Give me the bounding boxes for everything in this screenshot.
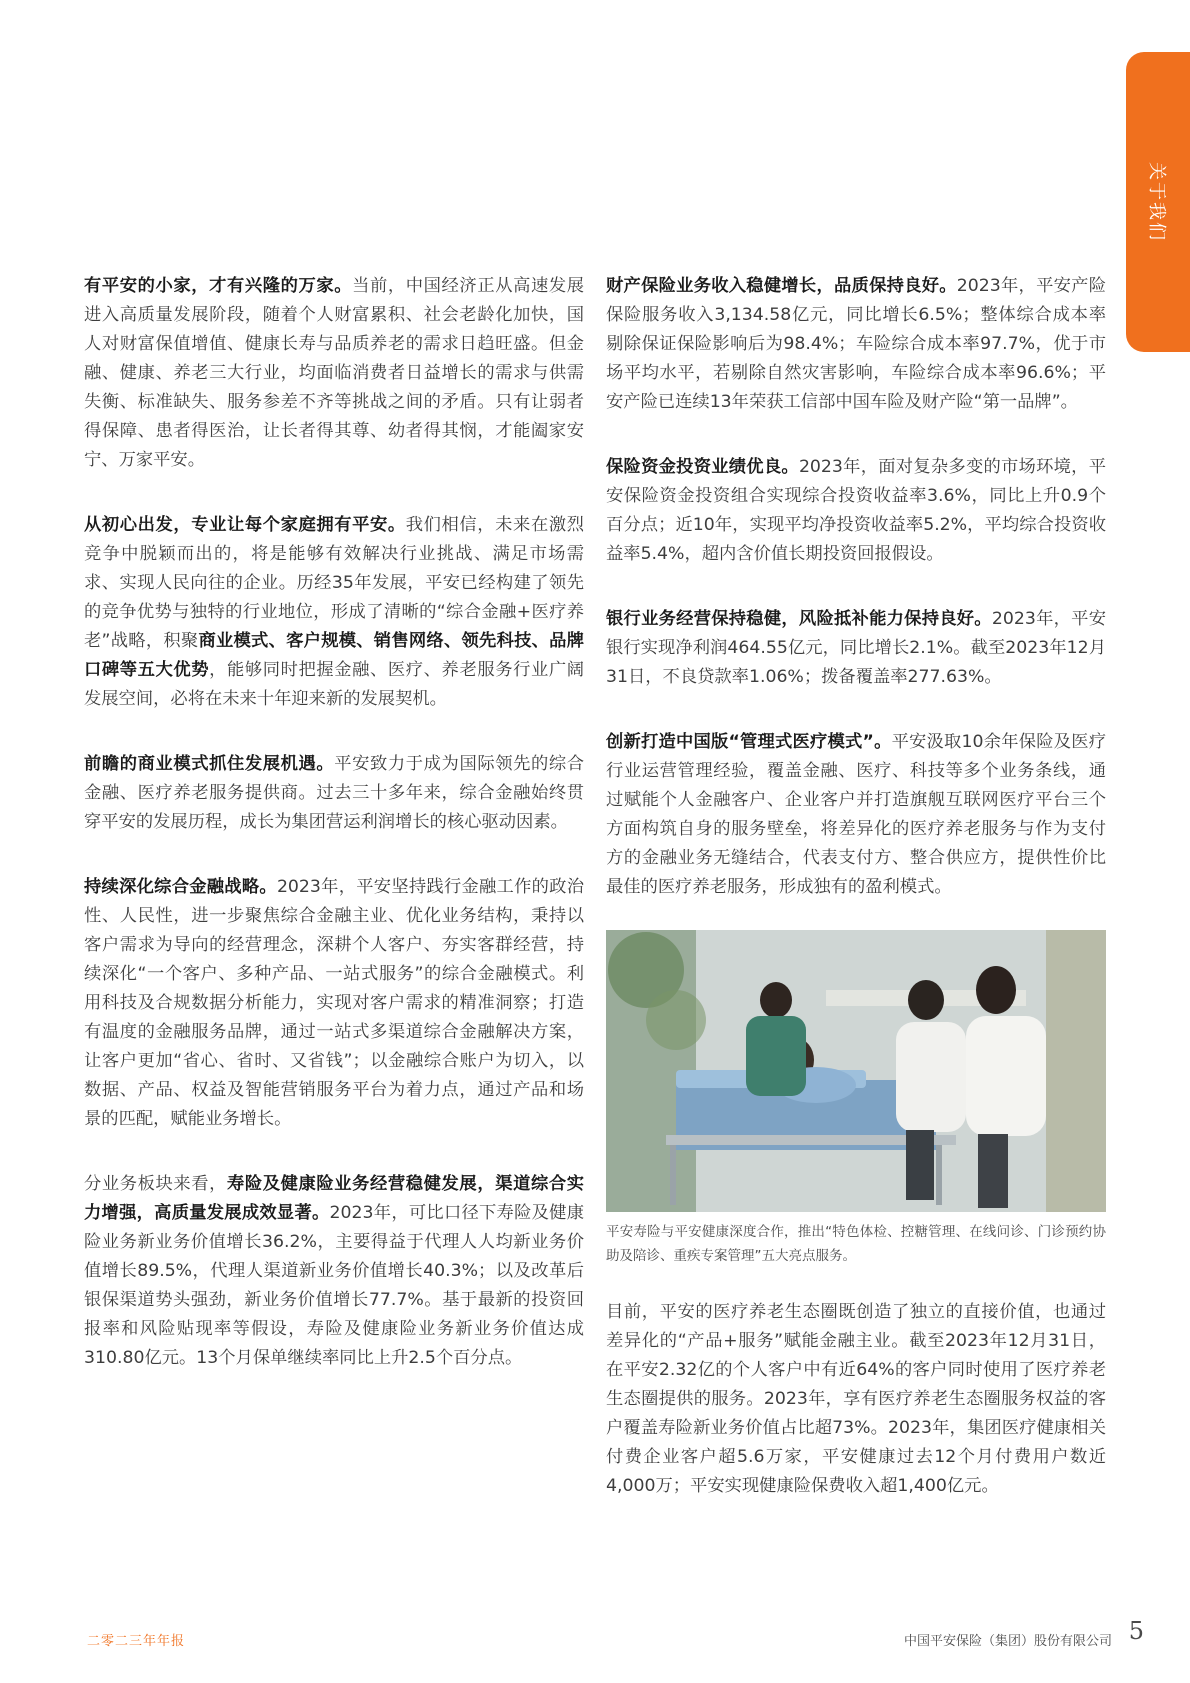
paragraph-body: 2023年，平安银行实现净利润464.55亿元，同比增长2.1%。截至2023年12月31日，不良贷款率1.06%；拨备覆盖率277.63%。 bbox=[606, 609, 1106, 687]
paragraph-body: ，能够同时把握金融、医疗、养老服务行业广阔发展空间，必将在未来十年迎来新的发展契机。 bbox=[84, 660, 584, 709]
paragraph-business-model bbox=[84, 750, 584, 837]
footer-company-name: 中国平安保险（集团）股份有限公司 bbox=[903, 1634, 1112, 1649]
paragraph-property-insurance bbox=[606, 272, 1106, 417]
paragraph-body: 2023年，平安坚持践行金融工作的政治性、人民性，进一步聚焦综合金融主业、优化业务结构，秉持以客户需求为导向的经营理念，深耕个人客户、夯实客群经营，持续深化“一个客户、多种产品、一站式服务”的综合金融模式。利用科技及合规数据分析能力，实现对客户需求的精准洞察；打造有温度的金融服务品牌，通过一站式多渠道综合金融解决方案，让客户更加“省心、省时、又省钱”；以金融综合账户为切入，以数据、产品、权益及智能营销服务平台为着力点，通过产品和场景的匹配，赋能业务增长。 bbox=[84, 877, 584, 1129]
paragraph-heading: 从初心出发，专业让每个家庭拥有平安。 bbox=[84, 515, 406, 535]
paragraph-body: 目前，平安的医疗养老生态圈既创造了独立的直接价值，也通过差异化的“产品+服务”赋能金融主业。截至2023年12月31日，在平安2.32亿的个人客户中有近64%的客户同时使用了医疗养老生态圈提供的服务。2023年，享有医疗养老生态圈服务权益的客户覆盖寿险新业务价值占比超73%。2023年，集团医疗健康相关付费企业客户超5.6万家，平安健康过去12个月付费用户数近4,000万；平安实现健康险保费收入超1,400亿元。 bbox=[606, 1302, 1106, 1496]
paragraph-life-insurance bbox=[84, 1170, 584, 1373]
paragraph-prefix: 分业务板块来看， bbox=[84, 1174, 228, 1194]
paragraph-heading: 保险资金投资业绩优良。 bbox=[606, 457, 799, 477]
paragraph-heading: 寿险及健康险业务经营稳健发展，渠道综合实力增强，高质量发展成效显著。 bbox=[84, 1174, 584, 1223]
hospital-scene-illustration bbox=[606, 930, 1106, 1212]
paragraph-heading: 财产保险业务收入稳健增长，品质保持良好。 bbox=[606, 276, 957, 296]
paragraph-managed-care bbox=[606, 728, 1106, 902]
hospital-photo bbox=[606, 930, 1106, 1212]
paragraph-ecosystem bbox=[606, 1298, 1106, 1501]
right-column bbox=[606, 272, 1106, 1537]
side-section-tab[interactable] bbox=[1126, 52, 1190, 352]
paragraph-body: 平安汲取10余年保险及医疗行业运营管理经验，覆盖金融、医疗、科技等多个业务条线，通过赋能个人金融客户、企业客户并打造旗舰互联网医疗平台三个方面构筑自身的服务壁垒，将差异化的医疗养老服务与作为支付方的金融业务无缝结合，代表支付方、整合供应方，提供性价比最佳的医疗养老服务，形成独有的盈利模式。 bbox=[606, 732, 1106, 897]
paragraph-investment bbox=[606, 453, 1106, 569]
left-column bbox=[84, 272, 584, 1409]
paragraph-heading: 前瞻的商业模式抓住发展机遇。 bbox=[84, 754, 335, 774]
paragraph-body: 2023年，可比口径下寿险及健康险业务新业务价值增长36.2%，主要得益于代理人人均新业务价值增长89.5%，代理人渠道新业务价值增长40.3%；以及改革后银保渠道势头强劲，新业务价值增长77.7%。基于最新的投资回报率和风险贴现率等假设，寿险及健康险业务新业务价值达成310.80亿元。13个月保单继续率同比上升2.5个百分点。 bbox=[84, 1203, 584, 1368]
paragraph-small-home bbox=[84, 272, 584, 475]
paragraph-body: 平安致力于成为国际领先的综合金融、医疗养老服务提供商。过去三十多年来，综合金融始终贯穿平安的发展历程，成长为集团营运利润增长的核心驱动因素。 bbox=[84, 754, 584, 832]
side-tab-label: 关于我们 bbox=[1146, 162, 1167, 242]
paragraph-body: 2023年，面对复杂多变的市场环境，平安保险资金投资组合实现综合投资收益率3.6%，同比上升0.9个百分点；近10年，实现平均净投资收益率5.2%，平均综合投资收益率5.4%，超内含价值长期投资回报假设。 bbox=[606, 457, 1106, 564]
paragraph-highlight: 商业模式、客户规模、销售网络、领先科技、品牌口碑等五大优势 bbox=[84, 631, 584, 680]
paragraph-every-family bbox=[84, 511, 584, 714]
page-number: 5 bbox=[1128, 1617, 1144, 1645]
paragraph-body: 2023年，平安产险保险服务收入3,134.58亿元，同比增长6.5%；整体综合成本率剔除保证保险影响后为98.4%；车险综合成本率97.7%，优于市场平均水平，若剔除自然灾害影响，车险综合成本率96.6%；平安产险已连续13年荣获工信部中国车险及财产险“第一品牌”。 bbox=[606, 276, 1106, 412]
paragraph-heading: 有平安的小家，才有兴隆的万家。 bbox=[84, 276, 353, 296]
paragraph-heading: 银行业务经营保持稳健，风险抵补能力保持良好。 bbox=[606, 609, 992, 629]
paragraph-heading: 持续深化综合金融战略。 bbox=[84, 877, 277, 897]
paragraph-body: 我们相信，未来在激烈竞争中脱颖而出的，将是能够有效解决行业挑战、满足市场需求、实现人民向往的企业。历经35年发展，平安已经构建了领先的竞争优势与独特的行业地位，形成了清晰的“综合金融+医疗养老”战略，积聚 bbox=[84, 515, 584, 651]
photo-caption: 平安寿险与平安健康深度合作，推出“特色体检、控糖管理、在线问诊、门诊预约协助及陪诊、重疾专案管理”五大亮点服务。 bbox=[606, 1224, 1106, 1264]
footer-report-title: 二零二三年年报 bbox=[87, 1634, 186, 1649]
paragraph-banking bbox=[606, 605, 1106, 692]
paragraph-heading: 创新打造中国版“管理式医疗模式”。 bbox=[606, 732, 892, 752]
paragraph-integrated-finance bbox=[84, 873, 584, 1134]
paragraph-body: 当前，中国经济正从高速发展进入高质量发展阶段，随着个人财富累积、社会老龄化加快，国人对财富保值增值、健康长寿与品质养老的需求日趋旺盛。但金融、健康、养老三大行业，均面临消费者日益增长的需求与供需失衡、标准缺失、服务参差不齐等挑战之间的矛盾。只有让弱者得保障、患者得医治，让长者得其尊、幼者得其悯，才能阖家安宁、万家平安。 bbox=[84, 276, 584, 470]
